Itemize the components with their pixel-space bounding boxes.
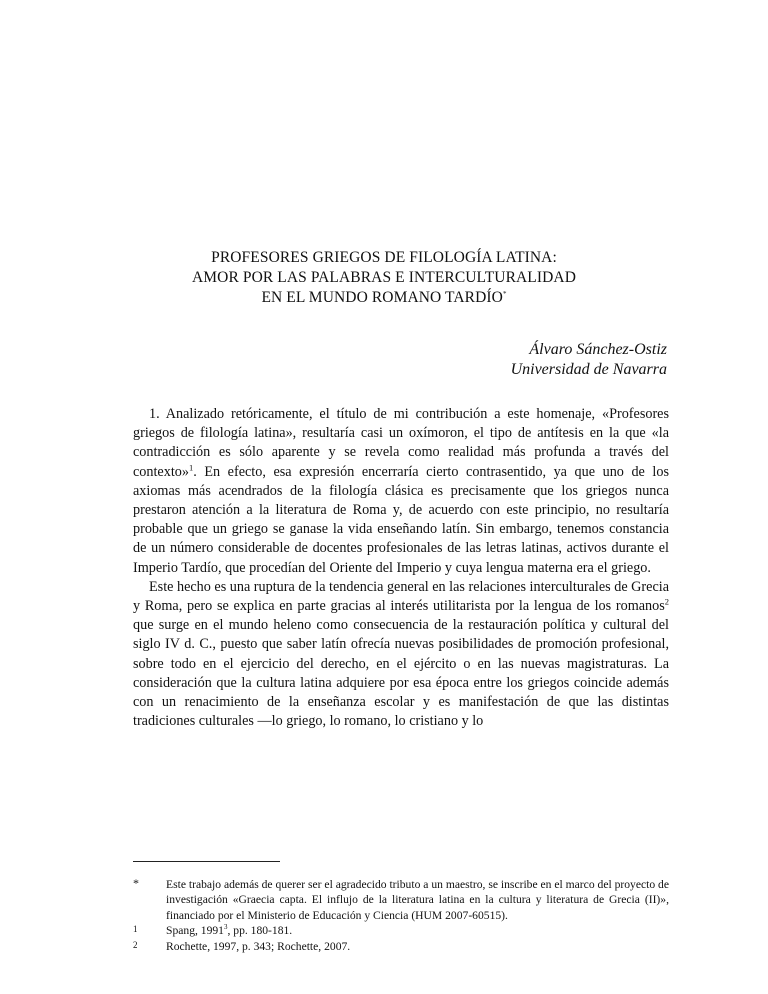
paragraph-1 [133, 405, 669, 578]
author-name: Álvaro Sánchez-Ostiz [529, 341, 667, 358]
footnotes [133, 877, 669, 954]
footnote-star-text: Este trabajo además de querer ser el agradecido tributo a un maestro, se inscribe en el marco del proyecto de investigación «Graecia capta. El influjo de la literatura latina en la cultura y literatura de Grecia (II)», financiado por el Ministerio de Educación y Ciencia (HUM 2007-60515). [166, 878, 669, 922]
footnote-1-edition: 3 [223, 923, 228, 932]
footnote-separator [133, 861, 280, 862]
paragraph-2-part-b: que surge en el mundo heleno como consecuencia de la restauración política y cultural del siglo IV d. C., puesto que saber latín ofrecía nuevas posibilidades de promoción profesional, sobre todo en el ejercicio del derecho, en el ejército o en las nuevas magistraturas. La consideración que la cultura latina adquiere por esa época entre los griegos coincide además con un renacimiento de la enseñanza escolar y es manifestación de que las distintas tradiciones culturales —lo griego, lo romano, lo cristiano y lo [133, 617, 669, 730]
footnote-1 [133, 923, 669, 938]
footnote-2-mark: 2 [133, 939, 138, 950]
paragraph-2 [133, 578, 669, 732]
footnote-1-text [166, 923, 669, 938]
footnote-1-text-a: Spang, 1991 [166, 924, 224, 938]
author-affiliation: Universidad de Navarra [510, 361, 667, 378]
article-title [0, 248, 768, 308]
footnote-star-mark: * [133, 876, 139, 890]
footnote-ref-1[interactable]: 1 [188, 461, 194, 472]
footnote-star [133, 877, 669, 923]
body-text [133, 405, 669, 731]
footnote-2 [133, 939, 669, 954]
paragraph-1-part-b: . En efecto, esa expresión encerraría cierto contrasentido, ya que uno de los axiomas más acendrados de la filología clásica es precisamente que los griegos nunca prestaron atención a la literatura de Roma y, de acuerdo con este principio, no resultaría probable que un griego se ganase la vida enseñando latín. Sin embargo, tenemos constancia de un número considerable de docentes profesionales de las letras latinas, activos durante el Imperio Tardío, que procedían del Oriente del Imperio y cuya lengua materna era el griego. [133, 463, 669, 576]
title-line-2: AMOR POR LAS PALABRAS E INTERCULTURALIDAD [191, 269, 577, 286]
footnote-2-text: Rochette, 1997, p. 343; Rochette, 2007. [166, 939, 351, 953]
author-block [511, 340, 667, 380]
title-line-1: PROFESORES GRIEGOS DE FILOLOGÍA LATINA: [211, 249, 557, 266]
title-line-3 [0, 288, 768, 308]
footnote-1-text-b: , pp. 180-181. [227, 924, 293, 938]
footnote-ref-2[interactable]: 2 [664, 596, 669, 607]
footnote-1-mark: 1 [133, 924, 138, 935]
title-footnote-mark[interactable]: * [502, 289, 507, 298]
paragraph-2-part-a: Este hecho es una ruptura de la tendencia general en las relaciones interculturales de Grecia y Roma, pero se explica en parte gracias al interés utilitarista por la lengua de los romanos [133, 578, 669, 615]
paragraph-1-part-a: 1. Analizado retóricamente, el título de mi contribución a este homenaje, «Profesores griegos de filología latina», resultaría casi un oxímoron, el tipo de antítesis en la que «la contradicción es sólo aparente y se revela como realidad más profunda a través del contexto» [133, 406, 669, 480]
title-line-3-text: EN EL MUNDO ROMANO TARDÍO [261, 289, 503, 306]
